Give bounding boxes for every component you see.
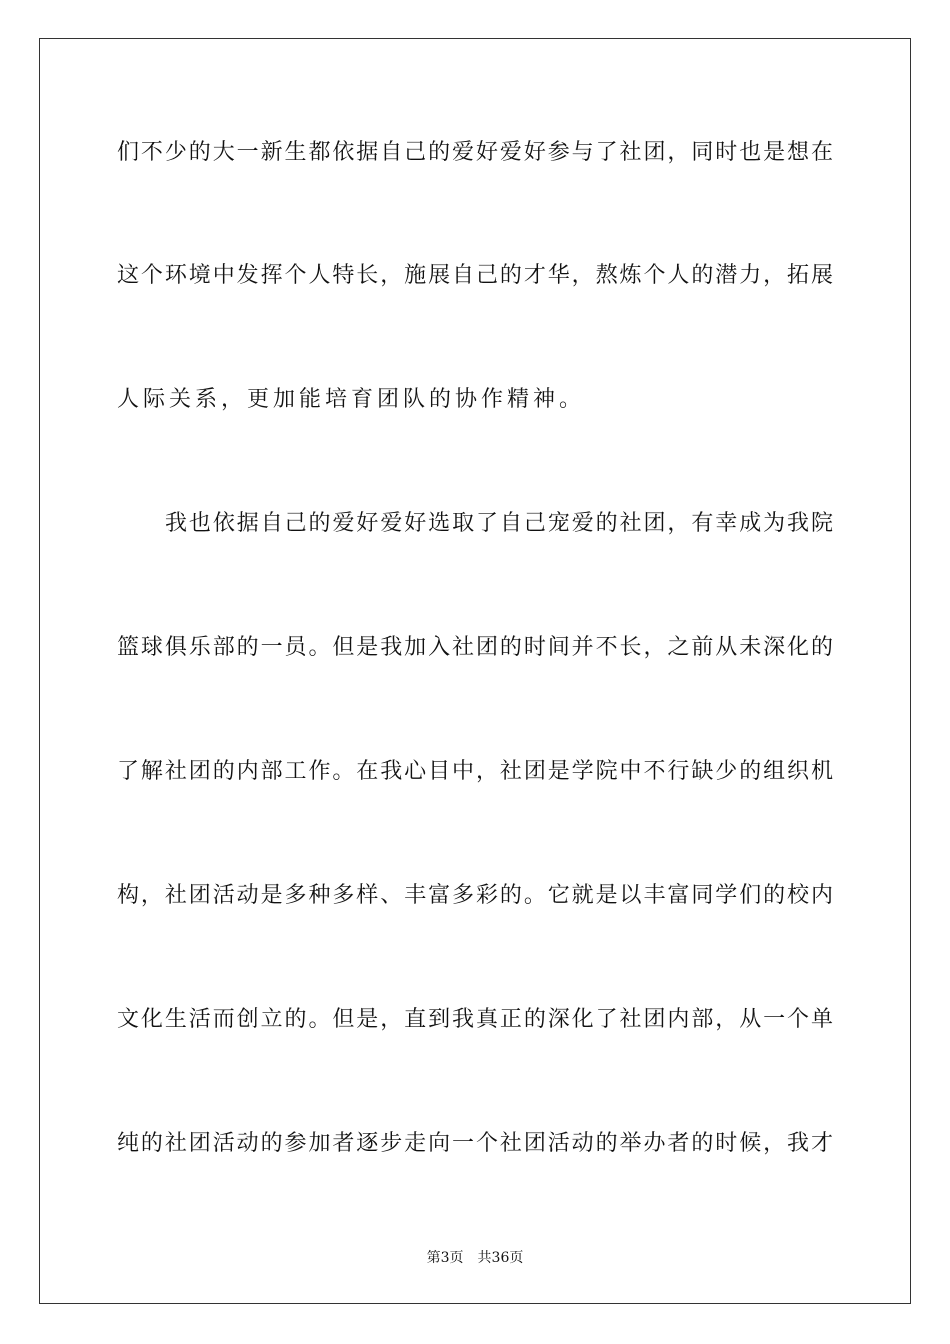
page-total: 共36页 — [477, 1250, 524, 1266]
page-footer — [0, 1248, 950, 1268]
text-line: 纯的社团活动的参加者逐步走向一个社团活动的举办者的时候，我才 — [117, 1131, 833, 1156]
text-line: 篮球俱乐部的一员。但是我加入社团的时间并不长，之前从未深化的 — [117, 635, 833, 660]
paragraph-first-line: 我也依据自己的爱好爱好选取了自己宠爱的社团，有幸成为我院 — [165, 511, 833, 536]
page-number: 第3页 — [426, 1250, 464, 1266]
page-border — [39, 38, 911, 1304]
text-line: 们不少的大一新生都依据自己的爱好爱好参与了社团，同时也是想在 — [117, 140, 833, 165]
text-line: 文化生活而创立的。但是，直到我真正的深化了社团内部，从一个单 — [117, 1007, 833, 1032]
text-line: 人际关系，更加能培育团队的协作精神。 — [117, 387, 586, 412]
text-line: 这个环境中发挥个人特长，施展自己的才华，熬炼个人的潜力，拓展 — [117, 263, 833, 288]
text-line: 构，社团活动是多种多样、丰富多彩的。它就是以丰富同学们的校内 — [117, 883, 833, 908]
text-line: 了解社团的内部工作。在我心目中，社团是学院中不行缺少的组织机 — [117, 759, 833, 784]
